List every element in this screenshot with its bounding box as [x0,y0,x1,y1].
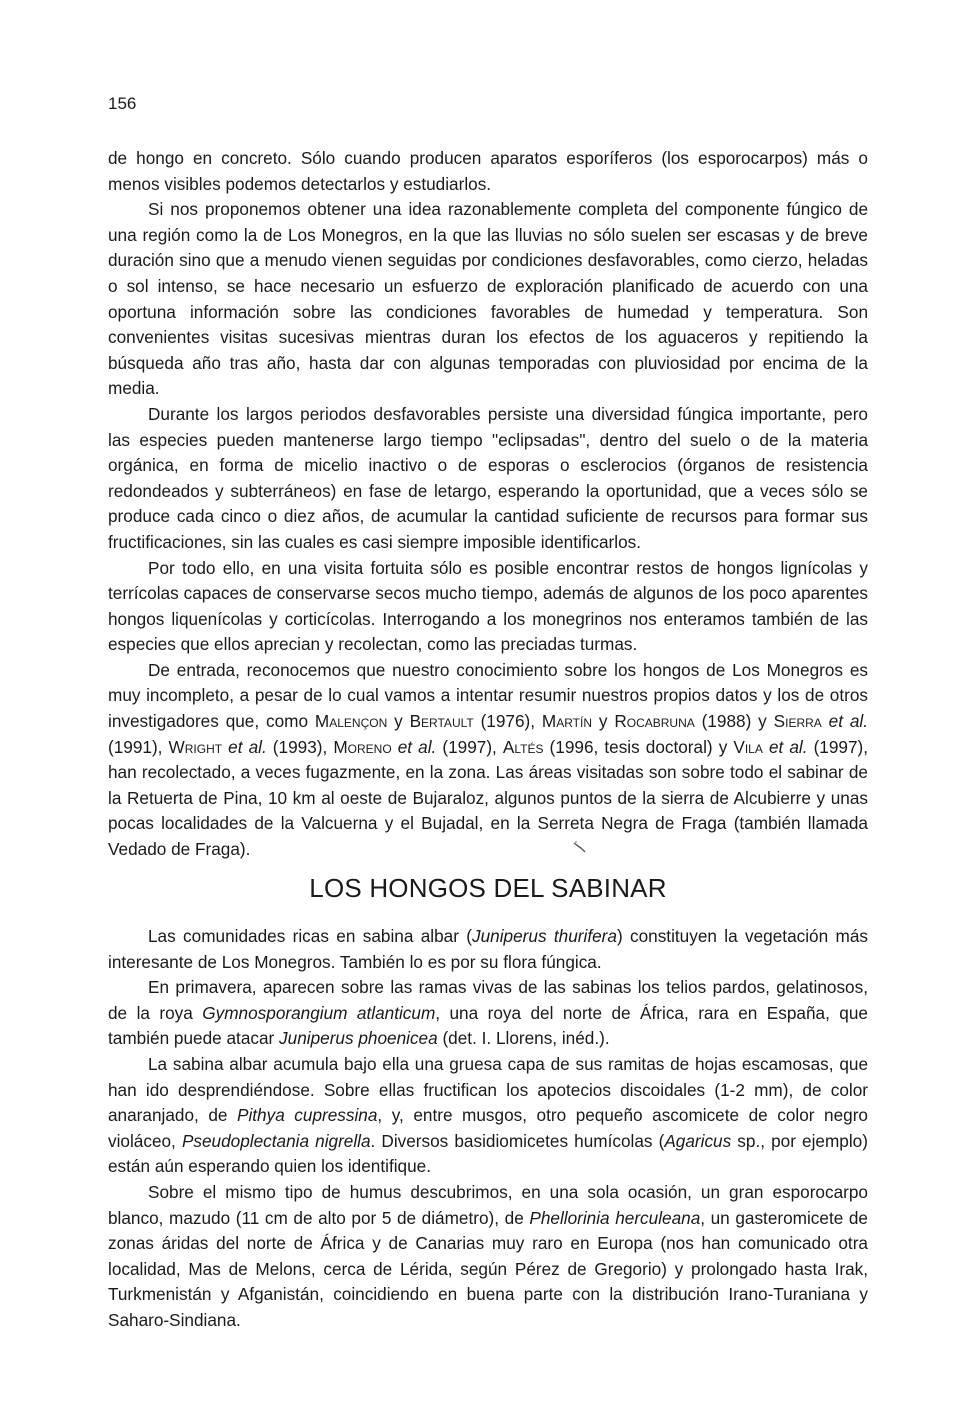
et-al: et al. [828,711,869,732]
paragraph: La sabina albar acumula bajo ella una gruesa capa de sus ramitas de hojas escamosas, que han ido desprendiéndose. Sobre ellas fructifican los apotecios discoidales (1-2 mm), de color anaranjado, de Pithya cupressina, y, entre musgos, otro pequeño ascomicete de color negro violáceo, Pseudoplectania nigrella. Diversos basidiomicetes humícolas (Agaricus sp., por ejemplo) están aún esperando quien los identifique. [108,1053,868,1177]
et-al: et al. [397,736,437,757]
author-name: Martín [541,711,593,732]
species-name: Juniperus thurifera [472,926,617,946]
paragraph: Si nos proponemos obtener una idea razonablemente completa del componente fúngico de una región como la de Los Monegros, en la que las lluvias no sólo suelen ser escasas y de breve duración sino que a menudo vienen seguidas por condiciones desfavorables, como cierzo, heladas o sol intenso, se hace necesario un esfuerzo de exploración planificado de acuerdo con una oportuna información sobre las condiciones favorables de humedad y temperatura. Son convenientes visitas sucesivas mientras duran los efectos de los aguaceros y repitiendo la búsqueda año tras año, hasta dar con algunas temporadas con pluviosidad por encima de la media. [108,199,868,399]
species-name: Pseudoplectania nigrella [181,1130,371,1151]
paragraph: Las comunidades ricas en sabina albar (Juniperus thurifera) constituyen la vegetación más interesante de Los Monegros. También lo es por su flora fúngica. [108,926,868,972]
section-heading: LOS HONGOS DEL SABINAR [309,873,667,903]
paragraph: Sobre el mismo tipo de humus descubrimos, en una sola ocasión, un gran esporocarpo blanco, mazudo (11 cm de alto por 5 de diámetro), de Phellorinia herculeana, un gasteromicete de zonas áridas del norte de África y de Canarias muy raro en Europa (nos han comunicado otra localidad, Mas de Melons, cerca de Lérida, según Pérez de Gregorio) y prolongado hasta Irak, Turkmenistán y Afganistán, coincidiendo en buena parte con la distribución Irano-Turaniana y Saharo-Sindiana. [108,1181,868,1330]
author-name: Sierra [773,711,822,732]
paragraph: En primavera, aparecen sobre las ramas vivas de las sabinas los telios pardos, gelatinosos, de la roya Gymnosporangium atlanticum, una roya del norte de África, rara en España, que también puede atacar Juniperus phoenicea (det. I. Llorens, inéd.). [108,977,868,1049]
author-name: Bertault [409,711,474,732]
species-name: Gymnosporangium atlanticum [202,1002,436,1023]
species-name: Juniperus phoenicea [279,1028,438,1049]
author-name: Moreno [333,736,392,757]
paragraph: Durante los largos periodos desfavorables persiste una diversidad fúngica importante, pero las especies pueden mantenerse largo tiempo "eclipsadas", dentro del suelo o de la materia orgánica, en forma de micelio inactivo o de esporas o esclerocios (órganos de resistencia redondeados y subterráneos) en fase de letargo, esperando la oportunidad, que a veces sólo se produce cada cinco o diez años, de acumular la cantidad suficiente de recursos para formar sus fructificaciones, sin las cuales es casi siempre imposible identificarlos. [108,403,868,552]
species-name: Pithya cupressina [236,1105,378,1126]
species-name: Phellorinia herculeana [529,1207,701,1228]
author-name: Rocabruna [614,711,695,732]
paragraph-references: De entrada, reconocemos que nuestro conocimiento sobre los hongos de Los Monegros es muy incompleto, a pesar de lo cual vamos a intentar resumir nuestros propios datos y los de otros investigadores que, como Malençon y Bertault (1976), Martín y Rocabruna (1988) y Sierra et al. (1991), Wright et al. (1993), Moreno et al. (1997), Altés (1996, tesis doctoral) y Vila et al. (1997), han recolectado, a veces fugazmente, en la zona. Las áreas visitadas son sobre todo el sabinar de la Retuerta de Pina, 10 km al oeste de Bujaraloz, algunos puntos de la sierra de Alcubierre y unas pocas localidades de la Valcuerna y el Bujadal, en la Serreta Negra de Fraga (también llamada Vedado de Fraga). [108,659,869,860]
page-number: 156 [108,94,137,113]
intro-text [108,146,868,863]
author-name: Malençon [314,711,388,732]
scan-speck-icon [572,840,588,856]
et-al: et al. [228,736,267,757]
species-name: Agaricus [664,1130,732,1151]
paragraph: de hongo en concreto. Sólo cuando producen aparatos esporíferos (los esporocarpos) más o menos visibles podemos detectarlos y estudiarlos. [108,148,868,194]
author-name: Vila [733,736,763,757]
author-name: Altés [502,736,544,757]
author-name: Wright [168,736,223,757]
paragraph: Por todo ello, en una visita fortuita sólo es posible encontrar restos de hongos lignícolas y terrícolas capaces de conservarse secos mucho tiempo, además de algunos de los poco aparentes hongos liquenícolas y corticícolas. Interrogando a los monegrinos nos enteramos también de las especies que ellos aprecian y recolectan, como las preciadas turmas. [108,557,868,655]
sabinar-text [108,924,868,1334]
et-al: et al. [768,736,808,757]
